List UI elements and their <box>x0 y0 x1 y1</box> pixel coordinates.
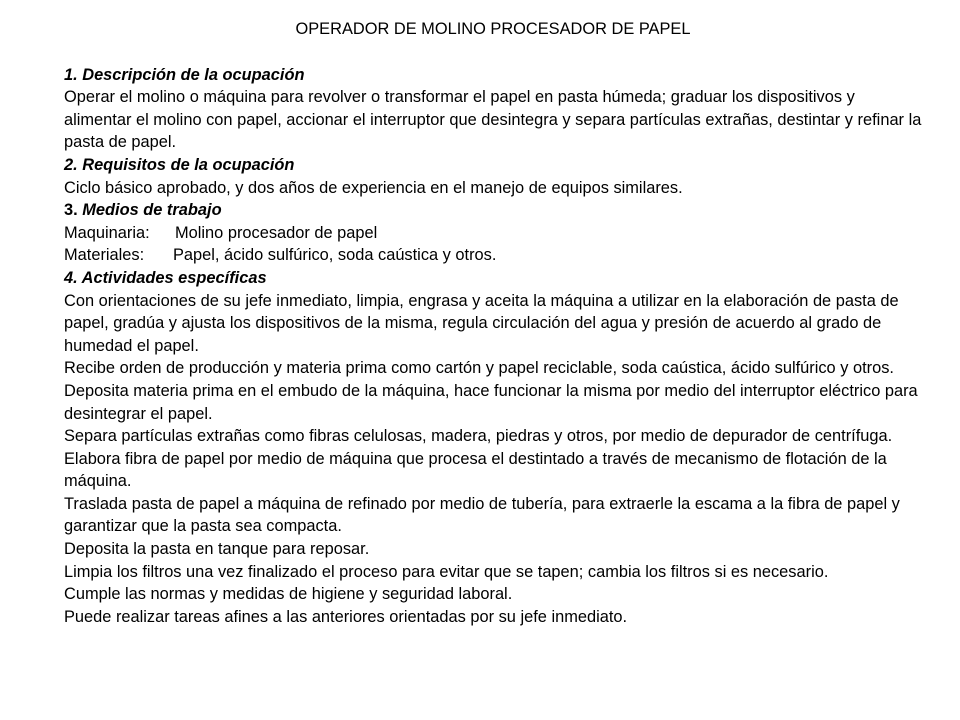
activity-paragraph: Deposita la pasta en tanque para reposar. <box>64 540 370 559</box>
activity-paragraph: Traslada pasta de papel a máquina de refinado por medio de tubería, para extraerle la escama a la fibra de papel y garantizar que la pasta sea compacta. <box>64 494 900 536</box>
materials-value: Papel, ácido sulfúrico, soda caústica y otros. <box>173 246 497 265</box>
section-1-body: Operar el molino o máquina para revolver o transformar el papel en pasta húmeda; graduar los dispositivos y alimentar el molino con papel, accionar el interruptor que desintegra y separa partículas extrañas, destintar y refinar la pasta de papel. <box>64 88 922 152</box>
machinery-value: Molino procesador de papel <box>175 223 378 242</box>
activity-paragraph: Con orientaciones de su jefe inmediato, limpia, engrasa y aceita la máquina a utilizar en la elaboración de pasta de papel, gradúa y ajusta los dispositivos de la misma, regula circulación del agua y presión de acuerdo al grado de humedad el papel. <box>64 291 899 355</box>
section-1-number: 1. <box>64 65 78 84</box>
document-page <box>64 18 922 628</box>
section-2-title: Requisitos de la ocupación <box>82 155 295 174</box>
materials-label: Materiales: <box>64 246 145 265</box>
activity-paragraph: Elabora fibra de papel por medio de máquina que procesa el destintado a través de mecanismo de flotación de la máquina. <box>64 449 887 491</box>
materials-row <box>64 244 922 267</box>
section-1-heading <box>64 64 922 87</box>
section-3-heading <box>64 199 922 222</box>
section-4-title: Actividades específicas <box>81 268 267 287</box>
section-4-heading <box>64 267 922 290</box>
section-3-number: 3. <box>64 201 78 220</box>
section-2-body: Ciclo básico aprobado, y dos años de experiencia en el manejo de equipos similares. <box>64 178 683 197</box>
machinery-row <box>64 222 922 245</box>
section-3-title: Medios de trabajo <box>82 201 222 220</box>
activity-paragraph: Deposita materia prima en el embudo de la máquina, hace funcionar la misma por medio del interruptor eléctrico para desintegrar el papel. <box>64 381 918 423</box>
activity-paragraph: Puede realizar tareas afines a las anteriores orientadas por su jefe inmediato. <box>64 607 628 626</box>
section-1-title: Descripción de la ocupación <box>82 65 305 84</box>
section-4-number: 4. <box>64 268 78 287</box>
section-2-number: 2. <box>64 155 78 174</box>
activity-paragraph: Recibe orden de producción y materia prima como cartón y papel reciclable, soda caústica, ácido sulfúrico y otros. <box>64 359 894 378</box>
machinery-label: Maquinaria: <box>64 223 150 242</box>
document-title: OPERADOR DE MOLINO PROCESADOR DE PAPEL <box>295 20 691 38</box>
activity-paragraph: Separa partículas extrañas como fibras celulosas, madera, piedras y otros, por medio de depurador de centrífuga. <box>64 427 893 446</box>
activity-paragraph: Limpia los filtros una vez finalizado el proceso para evitar que se tapen; cambia los filtros si es necesario. <box>64 562 829 581</box>
activity-paragraph: Cumple las normas y medidas de higiene y seguridad laboral. <box>64 585 513 604</box>
section-2-heading <box>64 154 922 177</box>
